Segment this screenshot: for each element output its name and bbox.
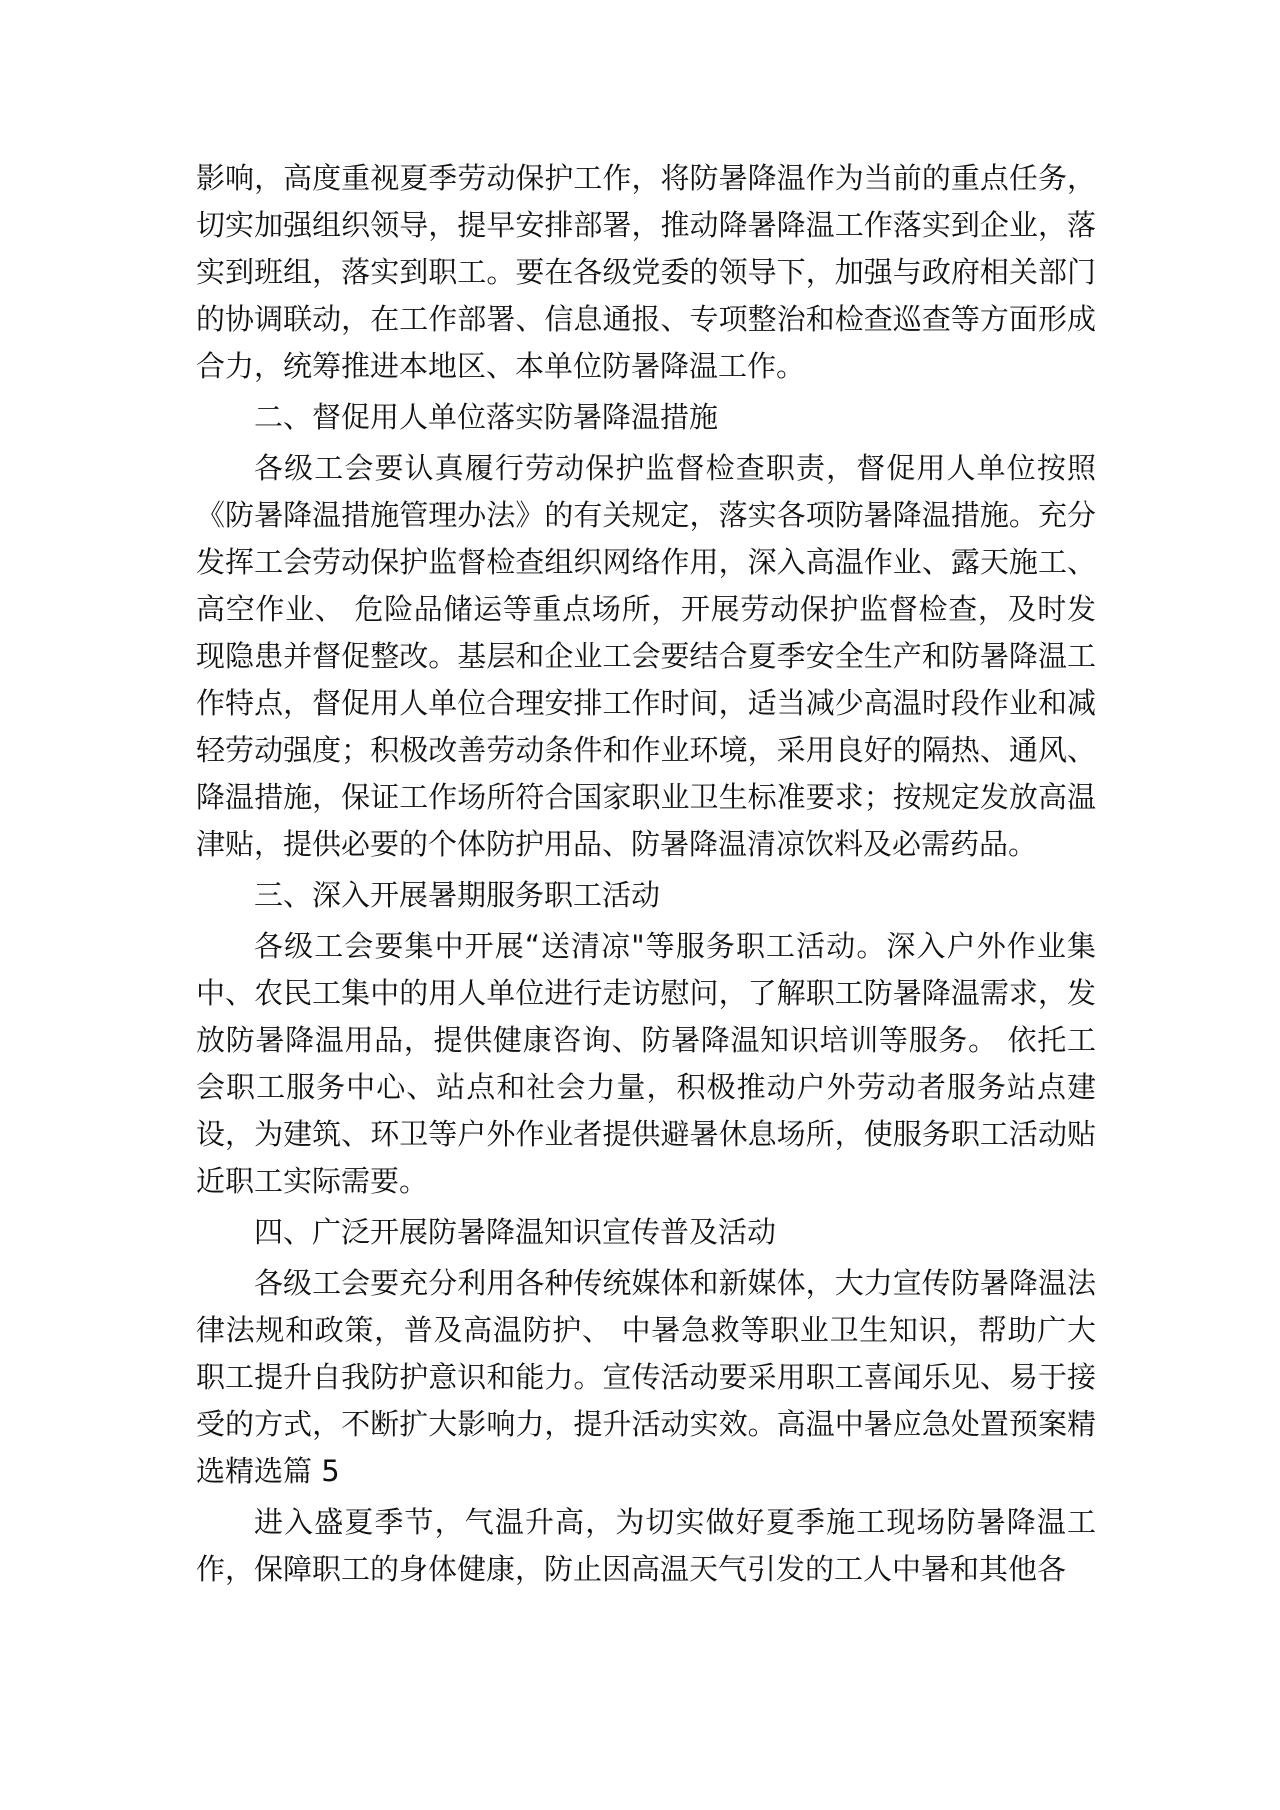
document-body: [196, 155, 1096, 1593]
paragraph-section-2: 各级工会要认真履行劳动保护监督检查职责，督促用人单位按照《防暑降温措施管理办法》的有关规定，落实各项防暑降温措施。充分发挥工会劳动保护监督检查组织网络作用，深入高温作业、露天施工、高空作业、 危险品储运等重点场所，开展劳动保护监督检查，及时发现隐患并督促整改。基层和企业工会要结合夏季安全生产和防暑降温工作特点，督促用人单位合理安排工作时间，适当减少高温时段作业和减轻劳动强度；积极改善劳动条件和作业环境，采用良好的隔热、通风、降温措施，保证工作场所符合国家职业卫生标准要求；按规定发放高温津贴，提供必要的个体防护用品、防暑降温清凉饮料及必需药品。: [196, 451, 1096, 861]
paragraph-continuation: 影响，高度重视夏季劳动保护工作，将防暑降温作为当前的重点任务，切实加强组织领导，提早安排部署，推动降暑降温工作落实到企业，落实到班组，落实到职工。要在各级党委的领导下，加强与政府相关部门的协调联动，在工作部署、信息通报、专项整治和检查巡查等方面形成合力，统筹推进本地区、本单位防暑降温工作。: [196, 161, 1096, 383]
section-heading-2: 二、督促用人单位落实防暑降温措施: [254, 400, 719, 434]
paragraph-article-5-intro: 进入盛夏季节，气温升高，为切实做好夏季施工现场防暑降温工作，保障职工的身体健康，防止因高温天气引发的工人中暑和其他各: [196, 1505, 1096, 1586]
section-heading-3: 三、深入开展暑期服务职工活动: [254, 878, 661, 912]
section-heading-4: 四、广泛开展防暑降温知识宣传普及活动: [254, 1215, 777, 1249]
paragraph-section-3: 各级工会要集中开展“送清凉"等服务职工活动。深入户外作业集中、农民工集中的用人单位进行走访慰问，了解职工防暑降温需求，发放防暑降温用品，提供健康咨询、防暑降温知识培训等服务。 依托工会职工服务中心、站点和社会力量，积极推动户外劳动者服务站点建设，为建筑、环卫等户外作业者提供避暑休息场所，使服务职工活动贴近职工实际需要。: [196, 929, 1096, 1198]
paragraph-section-4: 各级工会要充分利用各种传统媒体和新媒体，大力宣传防暑降温法律法规和政策，普及高温防护、 中暑急救等职业卫生知识，帮助广大职工提升自我防护意识和能力。宣传活动要采用职工喜闻乐见、易于接受的方式，不断扩大影响力，提升活动实效。高温中暑应急处置预案精选精选篇 5: [196, 1266, 1096, 1488]
